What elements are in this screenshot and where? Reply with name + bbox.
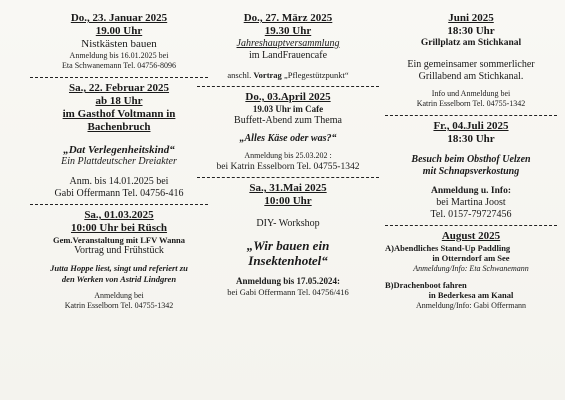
divider [197,86,379,87]
event-option-b-place: in Bederkesa am Kanal [428,290,514,300]
event-jul [385,120,557,221]
event-note: Gem.Veranstaltung mit LFV Wanna [52,235,186,245]
event-date: Sa., 01.03.2025 [84,209,154,221]
event-time: 18:30 Uhr [447,133,495,145]
event-play-subtitle: Ein Plattdeutscher Dreiakter [61,156,177,167]
divider [30,204,208,205]
event-extra [197,70,379,80]
event-title: Besuch beim Obsthof Uelzen [411,154,531,165]
event-feb [30,82,208,200]
event-time: 19.03 Uhr im Cafe [252,104,324,114]
event-date: Do., 03.April 2025 [245,91,331,103]
event-date: August 2025 [441,230,501,242]
extra-topic: „Pflegestützpunkt“ [281,70,349,80]
event-contact: bei Martina Joost [436,197,506,208]
extra-label: Vortrag [253,70,282,80]
event-program: Vortrag und Frühstück [74,245,164,256]
event-motto: „Alles Käse oder was?“ [239,133,337,144]
event-contact: Katrin Esselborn Tel. 04755-1342 [416,99,526,108]
event-contact: Eta Schwanemann Tel. 04756-8096 [62,61,176,70]
event-date: Fr., 04.Juli 2025 [433,120,509,132]
event-date: Sa., 22. Februar 2025 [68,82,170,94]
event-time: 18:30 Uhr [447,25,495,37]
divider [385,115,557,116]
event-option-a: A)Abendliches Stand-Up Paddling [385,243,511,253]
event-option-a-place: in Otterndorf am See [432,253,510,263]
event-place: Bachenbruch [87,121,151,133]
divider [385,225,557,226]
event-aug [385,230,557,311]
event-apr [197,91,379,173]
event-title: mit Schnapsverkostung [422,166,520,177]
event-motto: Insektenhotel“ [248,253,328,268]
event-title: Jahreshauptversammlung [236,38,340,49]
event-description: den Werken von Astrid Lindgren [61,274,177,284]
event-mar-27 [197,12,379,80]
event-registration: Anmeldung u. Info: [431,186,511,196]
event-description: Ein gemeinsamer sommerlicher [407,59,535,70]
event-title: Buffett-Abend zum Thema [234,115,342,126]
event-jun [385,12,557,109]
column-1 [30,12,208,311]
event-description: Jutta Hoppe liest, singt und referiert zu [50,263,188,273]
event-contact: bei Gabi Offermann Tel. 04756/416 [227,287,349,297]
event-time: 19.00 Uhr [95,25,143,37]
event-place: im LandFrauencafe [248,50,328,61]
divider [30,77,208,78]
event-may [197,182,379,297]
event-place: Grillplatz am Stichkanal [420,38,522,48]
event-title: Nistkästen bauen [81,38,157,50]
event-contact: Gabi Offermann Tel. 04756-416 [54,188,184,199]
event-title: DIY- Workshop [256,218,320,229]
event-contact: bei Katrin Esselborn Tel. 04755-1342 [216,162,360,172]
event-time: 19.30 Uhr [264,25,312,37]
event-option-b: B)Drachenboot fahren [385,280,467,290]
event-description: Grillabend am Stichkanal. [418,71,524,82]
event-date: Do., 23. Januar 2025 [70,12,168,24]
event-date: Juni 2025 [448,12,494,24]
event-time: 10:00 Uhr bei Rüsch [70,222,168,234]
event-date: Sa., 31.Mai 2025 [249,182,327,194]
event-contact: Katrin Esselborn Tel. 04755-1342 [64,301,174,310]
extra-prefix: anschl. [227,70,254,80]
event-mar [30,209,208,311]
event-option-b-contact: Anmeldung/Info: Gabi Offermann [415,301,527,310]
event-registration: Anmeldung bis 17.05.2024: [235,276,341,286]
column-3 [385,12,557,311]
column-2 [197,12,379,297]
event-jan [30,12,208,71]
event-registration: Anm. bis 14.01.2025 bei [69,176,169,187]
event-place: im Gasthof Voltmann in [62,108,176,120]
event-time: ab 18 Uhr [95,95,143,107]
event-date: Do., 27. März 2025 [243,12,333,24]
event-play: „Dat Verlegenheitskind“ [63,144,175,156]
event-option-a-contact: Anmeldung/Info: Eta Schwanemann [413,264,529,273]
event-registration: Anmeldung bis 25.03.202 : [244,151,332,160]
event-motto: „Wir bauen ein [246,238,330,253]
event-contact: Tel. 0157-79727456 [430,209,512,220]
event-registration: Info und Anmeldung bei [431,89,511,98]
event-registration: Anmeldung bis 16.01.2025 bei [69,51,169,60]
divider [197,177,379,178]
event-registration: Anmeldung bei [94,291,144,300]
event-time: 10:00 Uhr [264,195,312,207]
